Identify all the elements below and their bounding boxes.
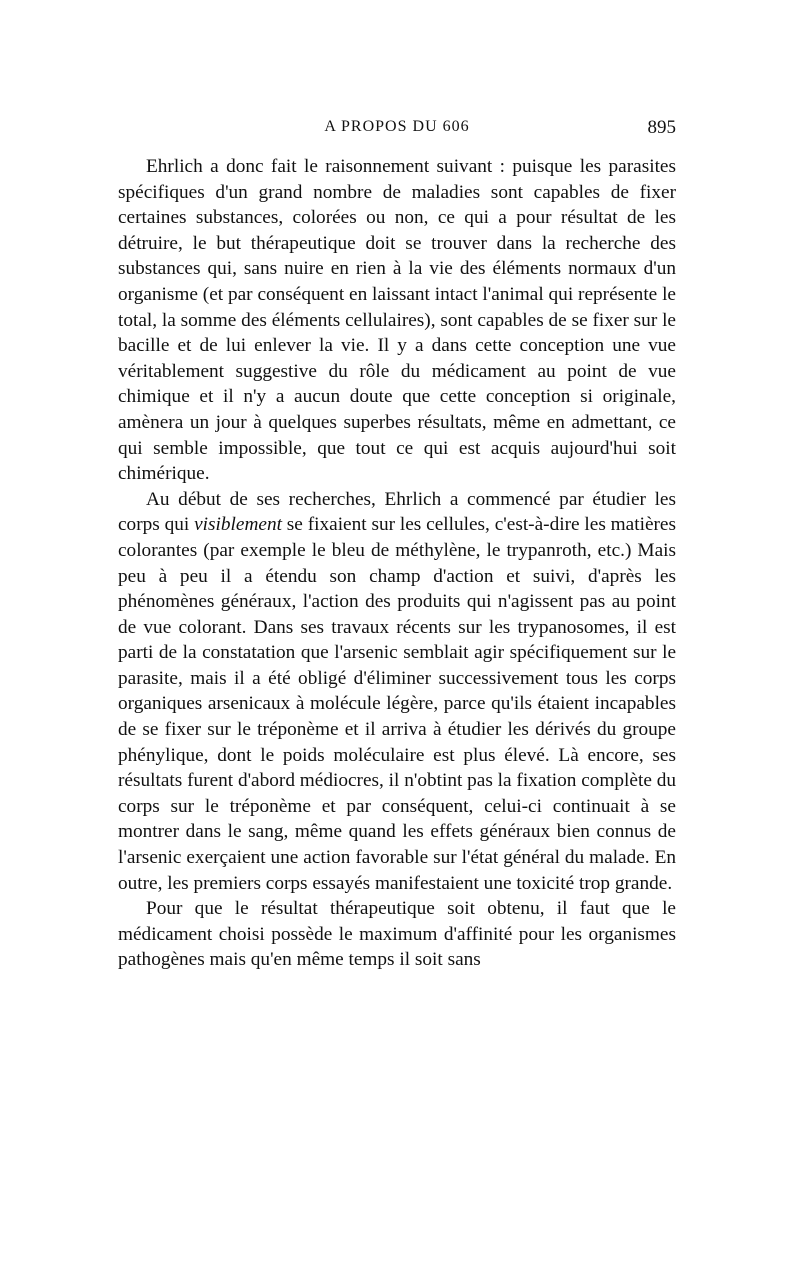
body-text (118, 154, 676, 973)
emphasized-word: visiblement (194, 514, 282, 536)
paragraph-text-after: se fixaient sur les cellules, c'est-à-dire les matières colorantes (par exemple le bleu de méthylène, le trypanroth, etc.) Mais peu à peu il a étendu son champ d'action et suivi, d'après les phénomènes généraux, l'action des produits qui n'agissent pas au point de vue colorant. Dans ses travaux récents sur les trypanosomes, il est parti de la constatation que l'arsenic semblait agir spécifiquement sur le parasite, mais il a été obligé d'éliminer successivement tous les corps organiques arsenicaux à molécule légère, parce qu'ils étaient incapables de se fixer sur le tréponème et il arriva à étudier les dérivés du groupe phénylique, dont le poids moléculaire est plus élevé. Là encore, ses résultats furent d'abord médiocres, il n'obtint pas la fixation complète du corps sur le tréponème et par conséquent, celui-ci continuait à se montrer dans le sang, même quand les effets généraux bien connus de l'arsenic exerçaient une action favorable sur l'état général du malade. En outre, les premiers corps essayés manifestaient une toxicité trop grande. (118, 514, 676, 894)
paragraph-ehrlich-reasoning: Ehrlich a donc fait le raisonnement suivant : puisque les parasites spécifiques d'un grand nombre de maladies sont capables de fixer certaines substances, colorées ou non, ce qui a pour résultat de les détruire, le but thérapeutique doit se trouver dans la recherche des substances qui, sans nuire en rien à la vie des éléments normaux d'un organisme (et par conséquent en laissant intact l'animal qui représente le total, la somme des éléments cellulaires), sont capables de se fixer sur le bacille et de lui enlever la vie. Il y a dans cette conception une vue véritablement suggestive du rôle du médicament au point de vue chimique et il n'y a aucun doute que cette conception si originale, amènera un jour à quelques superbes résultats, même en admettant, ce qui semble impossible, que tout ce qui est acquis aujourd'hui soit chimérique. (118, 156, 676, 485)
page-number: 895 (647, 117, 676, 138)
paragraph-early-research (118, 487, 676, 897)
paragraph-text-before: Au début de ses recherches, Ehrlich a commencé par étudier les corps qui (118, 488, 676, 536)
running-title: A PROPOS DU 606 (324, 118, 470, 135)
paragraph-therapeutic-result: Pour que le résultat thérapeutique soit obtenu, il faut que le médicament choisi possède le maximum d'affinité pour les organismes pathogènes mais qu'en même temps il soit sans (118, 898, 676, 971)
running-header (118, 118, 676, 144)
